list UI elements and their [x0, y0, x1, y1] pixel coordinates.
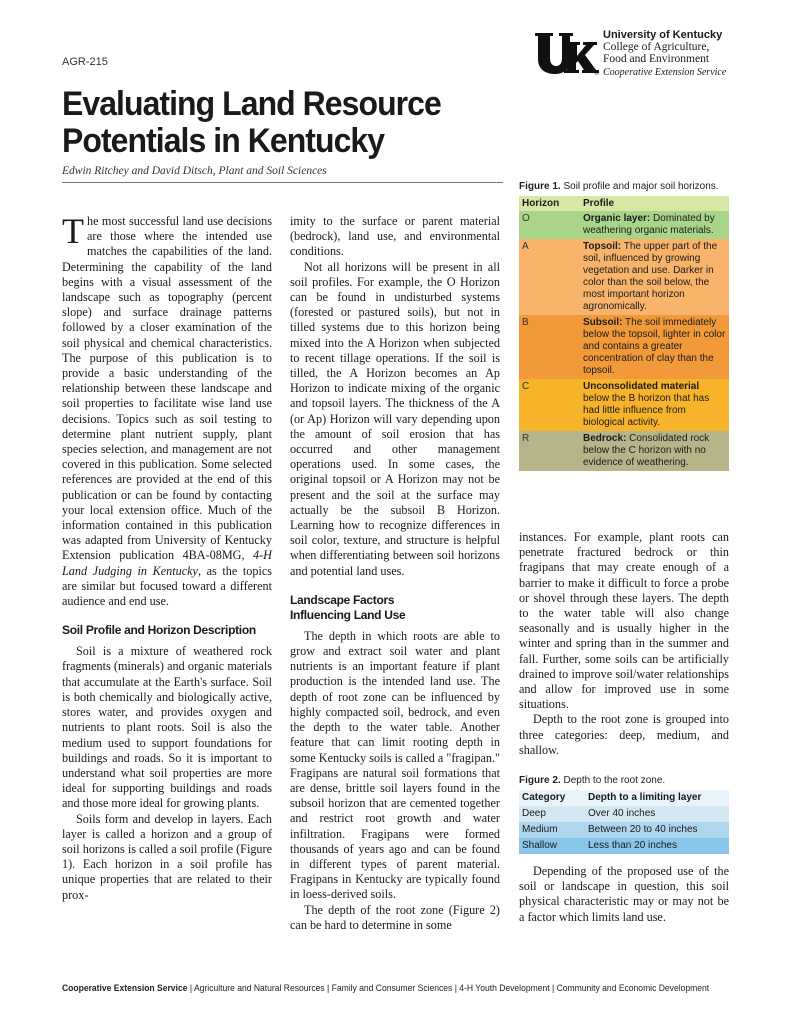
page-footer — [62, 983, 708, 993]
university-block — [603, 29, 726, 79]
table-row — [519, 838, 729, 854]
profile-desc: Dominated by weathering organic materials. — [583, 213, 715, 236]
category-cell: Shallow — [522, 840, 558, 851]
college-name-line2: Food and Environment — [603, 53, 710, 65]
root-zone-table — [519, 790, 729, 854]
table-row — [519, 211, 729, 239]
profile-cell — [580, 239, 729, 315]
column-2 — [290, 214, 500, 933]
paragraph: Soils form and develop in layers. Each layer is called a horizon and a group of soil horizons is called a soil profile (Figure 1). Each horizon in a soil profile has unique properties that are related to their prox- — [62, 811, 272, 902]
page-title — [62, 86, 457, 160]
publication-code: AGR-215 — [62, 56, 108, 68]
paragraph: instances. For example, plant roots can penetrate fractured bedrock or thin fragipans that may create enough of a barrier to make it difficult to force a probe or shovel through these layers. The depth to the water table will also change seasonally and is usually higher in the winter and spring than in the summer and fall. Further, some soils can be artificially drained to improve soil/water relationships and allow for improved use in some situations. — [519, 530, 729, 712]
figure-1 — [519, 181, 729, 471]
column-3 — [519, 530, 729, 758]
cited-publication: 4-H Land Judging in Kentucky — [62, 548, 272, 578]
horizon-cell: A — [522, 241, 529, 252]
figure-1-caption-text: Soil profile and major soil horizons. — [563, 181, 719, 192]
section-heading-soil-profile: Soil Profile and Horizon Description — [62, 623, 256, 638]
category-cell: Medium — [522, 824, 558, 835]
table-row — [519, 822, 729, 838]
paragraph: Soil is a mixture of weathered rock fragments (minerals) and organic materials that accumulate at the Earth's surface. Soil is both chemically and biologically active, stores water, and provides oxygen and nutrients to plant roots. Soil is also the medium used to support foundations for buildings and roads. So it is important to understand what soil properties are more ideal for supporting buildings and roads and those more ideal for growing plants. — [62, 644, 272, 811]
table-header-row — [519, 790, 729, 806]
table-row — [519, 315, 729, 379]
intro-paragraph — [62, 211, 272, 609]
profile-term: Topsoil: — [583, 241, 622, 252]
paragraph: The depth of the root zone (Figure 2) can be hard to determine in some — [290, 902, 500, 932]
column-header: Depth to a limiting layer — [588, 792, 702, 803]
heading-line-1: Landscape Factors — [290, 592, 395, 607]
depth-cell: Less than 20 inches — [588, 840, 677, 851]
title-line-1: Evaluating Land Resource — [62, 85, 441, 123]
figure-1-label: Figure 1. — [519, 181, 561, 192]
drop-cap: T — [62, 211, 84, 251]
depth-cell: Between 20 to 40 inches — [588, 824, 698, 835]
column-header: Horizon — [522, 198, 560, 209]
table-row — [519, 239, 729, 315]
figure-2-caption-text: Depth to the root zone. — [563, 775, 666, 786]
column-1 — [62, 211, 272, 903]
horizon-cell: O — [522, 213, 530, 224]
table-row — [519, 431, 729, 471]
title-divider — [62, 182, 503, 183]
paragraph: Depth to the root zone is grouped into three categories: deep, medium, and shallow. — [519, 712, 729, 757]
category-cell: Deep — [522, 808, 546, 819]
profile-cell — [580, 379, 729, 431]
university-name: University of Kentucky — [603, 29, 723, 41]
table-row — [519, 806, 729, 822]
paragraph: Not all horizons will be present in all soil profiles. For example, the O Horizon can be found in undisturbed systems (forested or pastured soils), but not in tilled systems due to this horizon being mixed into the A Horizon when subjected to recent tillage operations. If the soil is tilled, the A Horizon becomes an Ap Horizon to indicate mixing of the organic and topsoil layers. The thickness of the A (or Ap) Horizon will vary depending upon the amount of soil erosion that has occurred and other management operations used. In some cases, the original topsoil or A Horizon may not be present and the soil at the surface may actually be the subsoil B Horizon. Learning how to recognize differences in soil color, texture, and structure is helpful when differentiating between soil horizons and potential land uses. — [290, 259, 500, 578]
figure-2-label: Figure 2. — [519, 775, 561, 786]
section-heading-landscape-factors — [290, 593, 500, 623]
figure-2-caption — [519, 775, 729, 787]
profile-desc: The soil immediately below the topsoil, lighter in color and contains a greater concentration of clay than the topsoil. — [583, 317, 726, 376]
paragraph: Depending of the proposed use of the soil or landscape in question, this soil physical characteristic may or may not be a factor which limits land use. — [519, 864, 729, 924]
footer-service: Cooperative Extension Service — [62, 983, 188, 993]
footer-programs: | Agriculture and Natural Resources | Family and Consumer Sciences | 4-H Youth Development | Community and Economic Development — [187, 983, 710, 993]
depth-cell: Over 40 inches — [588, 808, 656, 819]
profile-term: Unconsolidated material — [583, 381, 700, 392]
paragraph: The depth in which roots are able to grow and extract soil water and plant nutrients is an important feature if plant production is the intended land use. The depth of root zone can be influenced by highly compacted soil, bedrock, and even the depth to the water table. Another feature that can limit rooting depth in some Kentucky soils is called a "fragipan." Fragipans are natural soil formations that are dense, brittle soil layers found in the subsoil horizon that are cemented together and restrict root growth and water infiltration. Fragipans were formed thousands of years ago and can be found in different types of parent material. Fragipans in Kentucky are typically found in loess-derived soils. — [290, 628, 500, 902]
table-header-row — [519, 196, 729, 211]
profile-desc: The upper part of the soil, influenced by growing vegetation and use. Darker in color than the soil below, the most important horizon agronomically. — [583, 241, 718, 312]
horizon-cell: R — [522, 433, 530, 444]
profile-term: Organic layer: — [583, 213, 651, 224]
figure-2 — [519, 775, 729, 854]
profile-term: Subsoil: — [583, 317, 623, 328]
horizon-cell: B — [522, 317, 529, 328]
soil-horizon-table — [519, 196, 729, 471]
profile-cell — [580, 431, 729, 471]
profile-term: Bedrock: — [583, 433, 627, 444]
profile-cell — [580, 315, 729, 379]
svg-text:®: ® — [594, 71, 599, 77]
figure-1-caption — [519, 181, 729, 193]
profile-cell — [580, 211, 729, 239]
college-name-line1: College of Agriculture, — [603, 41, 710, 53]
uk-logo — [534, 32, 598, 76]
column-header: Profile — [583, 198, 615, 209]
column-header: Category — [522, 792, 566, 803]
profile-desc: below the B horizon that has had little influence from biological activity. — [583, 393, 710, 428]
profile-desc: Consolidated rock below the C horizon with no evidence of weathering. — [583, 433, 710, 468]
horizon-cell: C — [522, 381, 530, 392]
paragraph: imity to the surface or parent material (bedrock), land use, and environmental conditions. — [290, 214, 500, 259]
intro-text: he most successful land use decisions are those where the intended use matches the capabilities of the land. Determining the capability of the land begins with a visual assessment of the landscape such as topography (percent slope) and surface drainage patterns followed by a closer examination of the soil physical and chemical characteristics. The purpose of this publication is to provide a basic understanding of the relationship between these landscape and soil properties to facilitate wise land use decisions. Topics such as soil testing to determine plant nutrient supply, plant species selection, and management are not covered in this publication. Some selected references are provided at the end of this publication or can be found by contacting your local extension office. Much of the information contained in this publication was adapted from University of Kentucky Extension publication 4BA-08MG, — [62, 214, 272, 563]
heading-line-2: Influencing Land Use — [290, 607, 406, 622]
intro-text-end: , as the topics are similar but focused toward a different audience and end use. — [62, 563, 272, 609]
authors: Edwin Ritchey and David Ditsch, Plant and Soil Sciences — [62, 165, 327, 177]
column-3-end — [519, 864, 729, 925]
title-line-2: Potentials in Kentucky — [62, 122, 385, 160]
extension-service: Cooperative Extension Service — [603, 67, 727, 78]
table-row — [519, 379, 729, 431]
